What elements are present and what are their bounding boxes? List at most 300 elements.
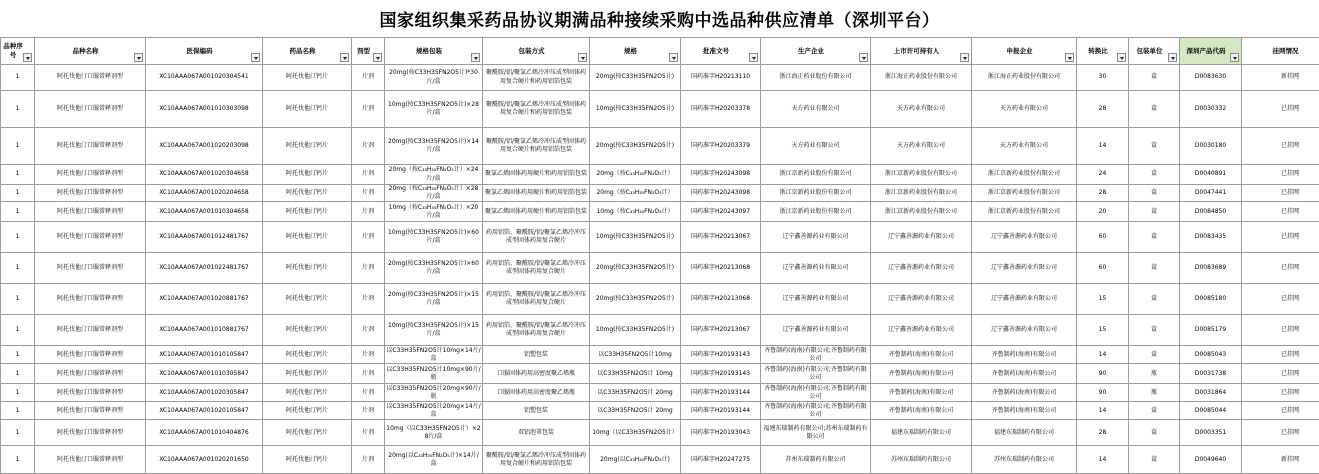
cell-applicant[interactable]: [972, 222, 1077, 253]
cell-spec-package[interactable]: [385, 315, 483, 346]
cell-spec-package[interactable]: [385, 165, 483, 185]
cell-sz-product-code[interactable]: [1180, 222, 1242, 253]
cell-conversion-ratio[interactable]: [1077, 91, 1129, 128]
cell-manufacturer[interactable]: [761, 185, 871, 202]
cell-approval-no[interactable]: [681, 346, 761, 364]
cell-insurance-code[interactable]: [146, 165, 263, 185]
cell-dosage-form[interactable]: [352, 185, 385, 202]
column-header-item-name[interactable]: [35, 38, 146, 65]
filter-dropdown-icon[interactable]: [134, 53, 143, 62]
cell-package-unit[interactable]: [1129, 185, 1180, 202]
cell-package-unit[interactable]: [1129, 420, 1180, 446]
cell-listing-status[interactable]: [1242, 384, 1319, 402]
filter-dropdown-icon[interactable]: [1230, 53, 1239, 62]
cell-listing-status[interactable]: [1242, 65, 1319, 91]
cell-item-no[interactable]: [1, 222, 35, 253]
cell-insurance-code[interactable]: [146, 384, 263, 402]
cell-manufacturer[interactable]: [761, 202, 871, 222]
cell-dosage-form[interactable]: [352, 384, 385, 402]
cell-package-unit[interactable]: [1129, 384, 1180, 402]
cell-applicant[interactable]: [972, 185, 1077, 202]
cell-applicant[interactable]: [972, 91, 1077, 128]
cell-approval-no[interactable]: [681, 384, 761, 402]
cell-license-holder[interactable]: [871, 364, 972, 384]
cell-package-method[interactable]: [483, 222, 590, 253]
cell-dosage-form[interactable]: [352, 315, 385, 346]
cell-drug-name[interactable]: [263, 202, 352, 222]
cell-spec[interactable]: [590, 284, 681, 315]
cell-drug-name[interactable]: [263, 91, 352, 128]
cell-insurance-code[interactable]: [146, 65, 263, 91]
cell-manufacturer[interactable]: [761, 65, 871, 91]
cell-package-unit[interactable]: [1129, 315, 1180, 346]
cell-spec[interactable]: [590, 253, 681, 284]
cell-conversion-ratio[interactable]: [1077, 384, 1129, 402]
cell-package-method[interactable]: [483, 202, 590, 222]
cell-listing-status[interactable]: [1242, 165, 1319, 185]
column-header-label: 剂型: [357, 46, 370, 55]
cell-item-name[interactable]: [35, 65, 146, 91]
cell-package-method[interactable]: [483, 384, 590, 402]
cell-license-holder[interactable]: [871, 384, 972, 402]
cell-spec[interactable]: [590, 165, 681, 185]
cell-package-method[interactable]: [483, 446, 590, 474]
cell-applicant[interactable]: [972, 446, 1077, 474]
cell-sz-product-code[interactable]: [1180, 185, 1242, 202]
cell-manufacturer[interactable]: [761, 420, 871, 446]
filter-dropdown-icon[interactable]: [373, 53, 382, 62]
cell-applicant[interactable]: [972, 65, 1077, 91]
cell-sz-product-code[interactable]: [1180, 402, 1242, 420]
cell-insurance-code[interactable]: [146, 202, 263, 222]
cell-spec-package[interactable]: [385, 402, 483, 420]
cell-listing-status[interactable]: [1242, 91, 1319, 128]
cell-sz-product-code[interactable]: [1180, 420, 1242, 446]
cell-sz-product-code[interactable]: [1180, 446, 1242, 474]
filter-dropdown-icon[interactable]: [578, 53, 587, 62]
cell-applicant[interactable]: [972, 284, 1077, 315]
cell-package-unit[interactable]: [1129, 402, 1180, 420]
cell-package-method[interactable]: [483, 346, 590, 364]
cell-conversion-ratio[interactable]: [1077, 185, 1129, 202]
cell-package-unit[interactable]: [1129, 284, 1180, 315]
cell-drug-name[interactable]: [263, 402, 352, 420]
cell-spec[interactable]: [590, 420, 681, 446]
cell-applicant[interactable]: [972, 384, 1077, 402]
cell-approval-no[interactable]: [681, 364, 761, 384]
cell-spec-package[interactable]: [385, 128, 483, 165]
cell-listing-status[interactable]: [1242, 346, 1319, 364]
cell-approval-no[interactable]: [681, 128, 761, 165]
column-header-insurance-code[interactable]: [146, 38, 263, 65]
cell-drug-name[interactable]: [263, 253, 352, 284]
filter-dropdown-icon[interactable]: [669, 53, 678, 62]
cell-item-no[interactable]: [1, 315, 35, 346]
cell-spec[interactable]: [590, 91, 681, 128]
cell-sz-product-code[interactable]: [1180, 315, 1242, 346]
column-header-approval-no[interactable]: [681, 38, 761, 65]
cell-spec-package[interactable]: [385, 446, 483, 474]
cell-license-holder[interactable]: [871, 446, 972, 474]
column-header-conversion-ratio[interactable]: [1077, 38, 1129, 65]
cell-package-unit[interactable]: [1129, 128, 1180, 165]
cell-manufacturer[interactable]: [761, 384, 871, 402]
column-header-package-unit[interactable]: [1129, 38, 1180, 65]
cell-dosage-form[interactable]: [352, 284, 385, 315]
cell-spec[interactable]: [590, 185, 681, 202]
cell-applicant[interactable]: [972, 364, 1077, 384]
cell-spec[interactable]: [590, 65, 681, 91]
cell-sz-product-code[interactable]: [1180, 253, 1242, 284]
cell-insurance-code[interactable]: [146, 253, 263, 284]
cell-text: 20mg（按C₃₃H₃₅FN₂O₅计）×28片/盒: [388, 185, 479, 201]
cell-item-name[interactable]: [35, 185, 146, 202]
cell-license-holder[interactable]: [871, 165, 972, 185]
cell-item-name[interactable]: [35, 402, 146, 420]
column-header-dosage-form[interactable]: [352, 38, 385, 65]
cell-dosage-form[interactable]: [352, 165, 385, 185]
cell-license-holder[interactable]: [871, 222, 972, 253]
cell-package-unit[interactable]: [1129, 65, 1180, 91]
cell-license-holder[interactable]: [871, 128, 972, 165]
cell-item-name[interactable]: [35, 346, 146, 364]
cell-item-no[interactable]: [1, 420, 35, 446]
cell-item-name[interactable]: [35, 420, 146, 446]
cell-item-name[interactable]: [35, 165, 146, 185]
column-header-drug-name[interactable]: [263, 38, 352, 65]
cell-license-holder[interactable]: [871, 315, 972, 346]
cell-item-name[interactable]: [35, 222, 146, 253]
cell-approval-no[interactable]: [681, 185, 761, 202]
cell-text: 齐鲁制药(海南)有限公司;齐鲁制药有限公司: [764, 384, 867, 400]
cell-manufacturer[interactable]: [761, 315, 871, 346]
cell-text: 20mg(按C33H35FN2O5计)×14片/盒: [388, 137, 479, 153]
cell-text: 国药准字H20193143: [690, 369, 751, 377]
cell-insurance-code[interactable]: [146, 446, 263, 474]
cell-item-no[interactable]: [1, 402, 35, 420]
filter-dropdown-icon[interactable]: [960, 53, 969, 62]
cell-approval-no[interactable]: [681, 222, 761, 253]
cell-spec[interactable]: [590, 346, 681, 364]
cell-dosage-form[interactable]: [352, 420, 385, 446]
cell-spec[interactable]: [590, 315, 681, 346]
cell-approval-no[interactable]: [681, 253, 761, 284]
cell-license-holder[interactable]: [871, 402, 972, 420]
cell-approval-no[interactable]: [681, 315, 761, 346]
cell-package-method[interactable]: [483, 284, 590, 315]
cell-applicant[interactable]: [972, 315, 1077, 346]
cell-spec[interactable]: [590, 446, 681, 474]
cell-conversion-ratio[interactable]: [1077, 222, 1129, 253]
cell-applicant[interactable]: [972, 402, 1077, 420]
cell-spec-package[interactable]: [385, 202, 483, 222]
cell-license-holder[interactable]: [871, 420, 972, 446]
cell-spec-package[interactable]: [385, 284, 483, 315]
cell-insurance-code[interactable]: [146, 91, 263, 128]
cell-spec-package[interactable]: [385, 420, 483, 446]
cell-item-name[interactable]: [35, 128, 146, 165]
cell-spec[interactable]: [590, 202, 681, 222]
cell-conversion-ratio[interactable]: [1077, 65, 1129, 91]
cell-dosage-form[interactable]: [352, 65, 385, 91]
cell-dosage-form[interactable]: [352, 222, 385, 253]
cell-package-unit[interactable]: [1129, 446, 1180, 474]
cell-item-name[interactable]: [35, 384, 146, 402]
filter-dropdown-icon[interactable]: [340, 53, 349, 62]
cell-listing-status[interactable]: [1242, 284, 1319, 315]
cell-conversion-ratio[interactable]: [1077, 202, 1129, 222]
cell-spec-package[interactable]: [385, 253, 483, 284]
cell-applicant[interactable]: [972, 202, 1077, 222]
cell-license-holder[interactable]: [871, 91, 972, 128]
cell-dosage-form[interactable]: [352, 346, 385, 364]
column-header-package-method[interactable]: [483, 38, 590, 65]
cell-drug-name[interactable]: [263, 420, 352, 446]
cell-insurance-code[interactable]: [146, 364, 263, 384]
cell-applicant[interactable]: [972, 128, 1077, 165]
cell-drug-name[interactable]: [263, 364, 352, 384]
cell-item-no[interactable]: [1, 284, 35, 315]
filter-dropdown-icon[interactable]: [1117, 53, 1126, 62]
cell-package-method[interactable]: [483, 253, 590, 284]
filter-dropdown-icon[interactable]: [1065, 53, 1074, 62]
cell-item-no[interactable]: [1, 364, 35, 384]
cell-applicant[interactable]: [972, 346, 1077, 364]
cell-item-name[interactable]: [35, 253, 146, 284]
cell-package-method[interactable]: [483, 91, 590, 128]
cell-listing-status[interactable]: [1242, 446, 1319, 474]
cell-manufacturer[interactable]: [761, 364, 871, 384]
cell-spec-package[interactable]: [385, 384, 483, 402]
cell-manufacturer[interactable]: [761, 91, 871, 128]
cell-drug-name[interactable]: [263, 128, 352, 165]
cell-insurance-code[interactable]: [146, 402, 263, 420]
cell-listing-status[interactable]: [1242, 222, 1319, 253]
cell-manufacturer[interactable]: [761, 284, 871, 315]
cell-approval-no[interactable]: [681, 446, 761, 474]
column-header-license-holder[interactable]: [871, 38, 972, 65]
cell-spec[interactable]: [590, 364, 681, 384]
cell-listing-status[interactable]: [1242, 402, 1319, 420]
cell-spec[interactable]: [590, 402, 681, 420]
cell-sz-product-code[interactable]: [1180, 364, 1242, 384]
filter-dropdown-icon[interactable]: [859, 53, 868, 62]
cell-sz-product-code[interactable]: [1180, 91, 1242, 128]
cell-package-method[interactable]: [483, 165, 590, 185]
cell-text: 10mg(按C33H35FN2O5计)×28片/盒: [388, 100, 479, 116]
cell-item-no[interactable]: [1, 65, 35, 91]
cell-dosage-form[interactable]: [352, 364, 385, 384]
cell-applicant[interactable]: [972, 165, 1077, 185]
cell-item-no[interactable]: [1, 384, 35, 402]
table-row: [1, 222, 1319, 253]
cell-insurance-code[interactable]: [146, 185, 263, 202]
cell-drug-name[interactable]: [263, 65, 352, 91]
cell-sz-product-code[interactable]: [1180, 284, 1242, 315]
cell-package-unit[interactable]: [1129, 202, 1180, 222]
filter-dropdown-icon[interactable]: [1168, 53, 1177, 62]
cell-dosage-form[interactable]: [352, 91, 385, 128]
cell-sz-product-code[interactable]: [1180, 346, 1242, 364]
cell-dosage-form[interactable]: [352, 128, 385, 165]
cell-conversion-ratio[interactable]: [1077, 165, 1129, 185]
column-header-spec[interactable]: [590, 38, 681, 65]
cell-sz-product-code[interactable]: [1180, 128, 1242, 165]
cell-text: 20mg(按C33H35FN2O5计): [595, 141, 675, 149]
cell-license-holder[interactable]: [871, 202, 972, 222]
cell-drug-name[interactable]: [263, 165, 352, 185]
cell-conversion-ratio[interactable]: [1077, 315, 1129, 346]
cell-approval-no[interactable]: [681, 165, 761, 185]
cell-insurance-code[interactable]: [146, 284, 263, 315]
cell-approval-no[interactable]: [681, 65, 761, 91]
cell-manufacturer[interactable]: [761, 222, 871, 253]
cell-conversion-ratio[interactable]: [1077, 253, 1129, 284]
cell-drug-name[interactable]: [263, 222, 352, 253]
cell-applicant[interactable]: [972, 253, 1077, 284]
cell-spec-package[interactable]: [385, 222, 483, 253]
cell-drug-name[interactable]: [263, 284, 352, 315]
cell-dosage-form[interactable]: [352, 202, 385, 222]
cell-item-no[interactable]: [1, 346, 35, 364]
cell-package-unit[interactable]: [1129, 165, 1180, 185]
cell-manufacturer[interactable]: [761, 346, 871, 364]
cell-manufacturer[interactable]: [761, 446, 871, 474]
cell-conversion-ratio[interactable]: [1077, 346, 1129, 364]
cell-conversion-ratio[interactable]: [1077, 364, 1129, 384]
cell-approval-no[interactable]: [681, 91, 761, 128]
cell-package-unit[interactable]: [1129, 91, 1180, 128]
cell-item-name[interactable]: [35, 284, 146, 315]
cell-package-unit[interactable]: [1129, 222, 1180, 253]
cell-item-no[interactable]: [1, 185, 35, 202]
cell-insurance-code[interactable]: [146, 420, 263, 446]
cell-license-holder[interactable]: [871, 253, 972, 284]
cell-conversion-ratio[interactable]: [1077, 446, 1129, 474]
cell-item-no[interactable]: [1, 202, 35, 222]
cell-package-method[interactable]: [483, 315, 590, 346]
cell-approval-no[interactable]: [681, 402, 761, 420]
cell-item-no[interactable]: [1, 446, 35, 474]
cell-package-unit[interactable]: [1129, 346, 1180, 364]
filter-dropdown-icon[interactable]: [251, 53, 260, 62]
column-header-applicant[interactable]: [972, 38, 1077, 65]
cell-item-name[interactable]: [35, 446, 146, 474]
cell-insurance-code[interactable]: [146, 346, 263, 364]
cell-insurance-code[interactable]: [146, 222, 263, 253]
cell-text: 阿托伐他汀口服常释剂型: [56, 295, 123, 303]
cell-conversion-ratio[interactable]: [1077, 284, 1129, 315]
cell-package-method[interactable]: [483, 128, 590, 165]
cell-sz-product-code[interactable]: [1180, 202, 1242, 222]
cell-listing-status[interactable]: [1242, 185, 1319, 202]
cell-item-no[interactable]: [1, 165, 35, 185]
cell-spec-package[interactable]: [385, 185, 483, 202]
cell-item-name[interactable]: [35, 91, 146, 128]
cell-spec[interactable]: [590, 384, 681, 402]
cell-approval-no[interactable]: [681, 284, 761, 315]
cell-listing-status[interactable]: [1242, 420, 1319, 446]
cell-drug-name[interactable]: [263, 315, 352, 346]
cell-conversion-ratio[interactable]: [1077, 402, 1129, 420]
cell-package-unit[interactable]: [1129, 364, 1180, 384]
cell-manufacturer[interactable]: [761, 128, 871, 165]
cell-insurance-code[interactable]: [146, 315, 263, 346]
filter-dropdown-icon[interactable]: [471, 53, 480, 62]
cell-dosage-form[interactable]: [352, 446, 385, 474]
cell-item-name[interactable]: [35, 364, 146, 384]
cell-manufacturer[interactable]: [761, 402, 871, 420]
cell-dosage-form[interactable]: [352, 253, 385, 284]
cell-drug-name[interactable]: [263, 446, 352, 474]
cell-license-holder[interactable]: [871, 65, 972, 91]
cell-spec[interactable]: [590, 222, 681, 253]
cell-spec-package[interactable]: [385, 364, 483, 384]
column-header-sz-product-code[interactable]: [1180, 38, 1242, 65]
cell-package-method[interactable]: [483, 420, 590, 446]
cell-package-unit[interactable]: [1129, 253, 1180, 284]
cell-listing-status[interactable]: [1242, 253, 1319, 284]
column-header-listing-status[interactable]: [1242, 38, 1319, 65]
cell-manufacturer[interactable]: [761, 253, 871, 284]
cell-spec[interactable]: [590, 128, 681, 165]
cell-text: 盒: [1150, 104, 1157, 112]
cell-spec-package[interactable]: [385, 346, 483, 364]
cell-listing-status[interactable]: [1242, 202, 1319, 222]
cell-approval-no[interactable]: [681, 202, 761, 222]
cell-sz-product-code[interactable]: [1180, 65, 1242, 91]
filter-dropdown-icon[interactable]: [23, 53, 32, 62]
cell-conversion-ratio[interactable]: [1077, 128, 1129, 165]
cell-approval-no[interactable]: [681, 420, 761, 446]
cell-dosage-form[interactable]: [352, 402, 385, 420]
cell-license-holder[interactable]: [871, 185, 972, 202]
cell-spec-package[interactable]: [385, 91, 483, 128]
cell-item-no[interactable]: [1, 128, 35, 165]
cell-package-method[interactable]: [483, 185, 590, 202]
cell-item-name[interactable]: [35, 202, 146, 222]
cell-drug-name[interactable]: [263, 346, 352, 364]
cell-text: 盒: [1150, 73, 1157, 81]
cell-package-method[interactable]: [483, 364, 590, 384]
cell-item-name[interactable]: [35, 315, 146, 346]
cell-applicant[interactable]: [972, 420, 1077, 446]
cell-text: XC10AAA067A001020105847: [159, 406, 249, 414]
column-header-item-no[interactable]: [1, 38, 35, 65]
cell-item-no[interactable]: [1, 253, 35, 284]
cell-license-holder[interactable]: [871, 346, 972, 364]
cell-item-no[interactable]: [1, 91, 35, 128]
column-header-spec-package[interactable]: [385, 38, 483, 65]
cell-sz-product-code[interactable]: [1180, 165, 1242, 185]
cell-spec-package[interactable]: [385, 65, 483, 91]
cell-package-method[interactable]: [483, 65, 590, 91]
cell-license-holder[interactable]: [871, 284, 972, 315]
cell-listing-status[interactable]: [1242, 128, 1319, 165]
cell-package-method[interactable]: [483, 402, 590, 420]
cell-text: 新挂网: [1280, 73, 1299, 81]
cell-listing-status[interactable]: [1242, 364, 1319, 384]
cell-listing-status[interactable]: [1242, 315, 1319, 346]
cell-drug-name[interactable]: [263, 185, 352, 202]
cell-drug-name[interactable]: [263, 384, 352, 402]
cell-conversion-ratio[interactable]: [1077, 420, 1129, 446]
cell-manufacturer[interactable]: [761, 165, 871, 185]
cell-sz-product-code[interactable]: [1180, 384, 1242, 402]
filter-dropdown-icon[interactable]: [749, 53, 758, 62]
column-header-manufacturer[interactable]: [761, 38, 871, 65]
cell-insurance-code[interactable]: [146, 128, 263, 165]
